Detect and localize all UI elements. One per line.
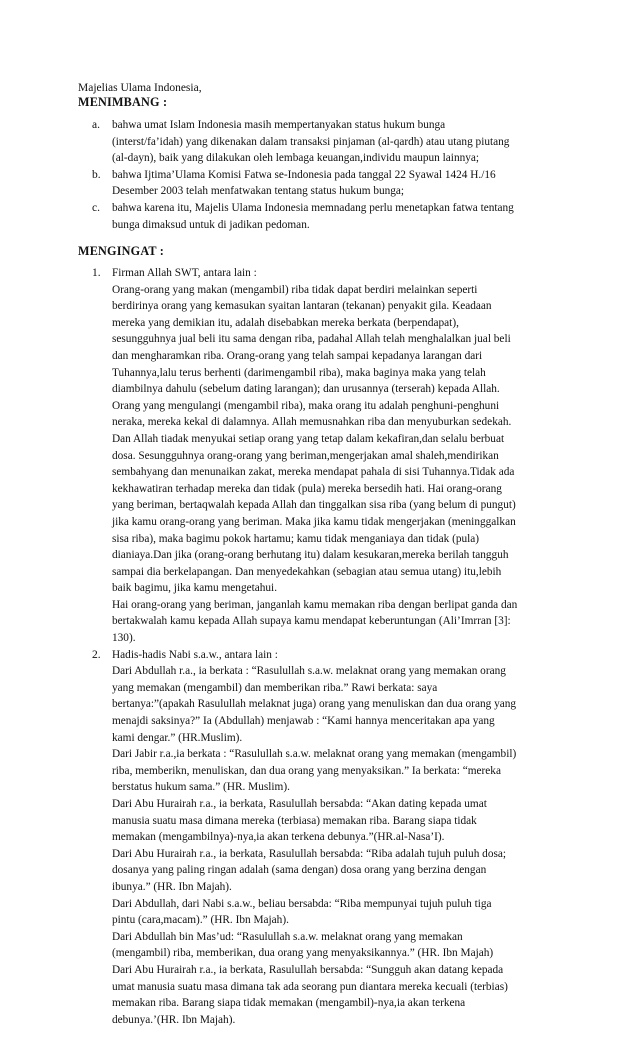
item-text: [112, 200, 514, 233]
text-line: yang beriman, bertaqwalah kepada Allah dan tinggalkan sisa riba (yang belum di pungut): [112, 499, 516, 512]
text-line: ibunya.” (HR. Ibn Majah).: [112, 880, 232, 893]
list-marker: b.: [92, 168, 101, 181]
text-line: yang memakan (mengambil) dan memberikan riba.” Rawi berkata: saya: [112, 681, 438, 694]
text-line: bahwa karena itu, Majelis Ulama Indonesia memnadang perlu menetapkan fatwa tentang: [112, 201, 514, 214]
menimbang-heading: MENIMBANG :: [78, 95, 168, 109]
text-line: bahwa Ijtima’Ulama Komisi Fatwa se-Indonesia pada tanggal 22 Syawal 1424 H./16: [112, 168, 496, 181]
list-marker: c.: [92, 201, 100, 214]
text-line: 130).: [112, 632, 136, 645]
text-line: memakan (mengambilnya)-nya,ia akan terkena debunya.”(HR.al-Nasa’I).: [112, 831, 445, 844]
text-line: bunga dimaksud untuk di jadikan pedoman.: [112, 218, 310, 231]
list-marker: a.: [92, 119, 100, 131]
mengingat-list: [92, 265, 517, 1028]
text-line: jika kamu orang-orang yang beriman. Maka jika kamu tidak mengerjakan (meninggalkan: [112, 515, 516, 528]
menimbang-item: [92, 167, 514, 200]
text-line: Hai orang-orang yang beriman, janganlah kamu memakan riba dengan berlipat ganda dan: [112, 598, 518, 611]
text-line: Dari Abdullah bin Mas’ud: “Rasulullah s.a.w. melaknat orang yang memakan: [112, 930, 463, 943]
text-line: (al-dayn), baik yang dilakukan oleh lembaga keuangan,individu maupun lainnya;: [112, 152, 480, 165]
menimbang-item: [92, 117, 514, 167]
text-line: Dari Jabir r.a.,ia berkata : “Rasulullah s.a.w. melaknat orang yang memakan (mengambil): [112, 748, 517, 761]
text-line: dianiaya.Dan jika (orang-orang berhutang itu) dalam kesukaran,mereka berilah tangguh: [112, 549, 509, 562]
text-line: manusia suatu masa dimana mereka (terbiasa) memakan riba. Barang siapa tidak: [112, 814, 477, 827]
list-marker: 1.: [92, 267, 101, 279]
list-marker: 2.: [92, 648, 101, 661]
text-line: kekhawatiran terhadap mereka dan tidak (pula) mereka bersedih hati. Hai orang-orang: [112, 482, 502, 495]
text-line: sesungguhnya jual beli itu sama dengan riba, padahal Allah telah menghalalkan jual beli: [112, 333, 511, 346]
text-line: neraka, mereka kekal di dalamnya. Allah memusnahkan riba dan menyuburkan sedekah.: [112, 416, 512, 429]
text-line: Orang-orang yang makan (mengambil) riba tidak dapat berdiri melainkan seperti: [112, 283, 478, 296]
text-line: umat manusia suatu masa dimana tak ada seorang pun diantara mereka kecuali (terbias): [112, 980, 508, 993]
text-line: kami dengar.” (HR.Muslim).: [112, 731, 243, 744]
text-line: Hadis-hadis Nabi s.a.w., antara lain :: [112, 648, 278, 661]
text-line: (interst/fa’idah) yang dikenakan dalam transaksi pinjaman (al-qardh) atau utang piutang: [112, 135, 510, 148]
text-line: Firman Allah SWT, antara lain :: [112, 267, 257, 279]
text-line: Orang yang mengulangi (mengambil riba), maka orang itu adalah penghuni-penghuni: [112, 399, 500, 412]
text-line: Dari Abu Hurairah r.a., ia berkata, Rasulullah bersabda: “Sungguh akan datang kepada: [112, 963, 504, 976]
text-line: Dari Abdullah, dari Nabi s.a.w., beliau bersabda: “Riba mempunyai tujuh puluh tiga: [112, 897, 492, 910]
item-text: [112, 265, 517, 647]
text-line: sembahyang dan menunaikan zakat, mereka mendapat pahala di sisi Tuhannya.Tidak ada: [112, 466, 515, 479]
text-line: mereka yang demikian itu, adalah disebabkan mereka berkata (berpendapat),: [112, 316, 459, 329]
organization-line: Majelias Ulama Indonesia,: [78, 82, 202, 94]
mengingat-heading: MENGINGAT :: [78, 244, 165, 258]
text-line: dosa. Sesungguhnya orang-orang yang beriman,mengerjakan amal shaleh,mendirikan: [112, 449, 499, 462]
menimbang-item: [92, 200, 514, 233]
text-line: berdirinya orang yang kemasukan syaitan lantaran (tekanan) penyakit gila. Keadaan: [112, 300, 492, 313]
text-line: (mengambil) riba, memberikan, dua orang yang menyaksikannya.” (HR. Ibn Majah): [112, 947, 494, 960]
text-line: debunya.’(HR. Ibn Majah).: [112, 1013, 236, 1026]
mengingat-item: [92, 647, 517, 1029]
text-line: memakan riba. Barang siapa tidak memakan (mengambil)-nya,ia akan terkena: [112, 997, 466, 1010]
item-text: [112, 117, 514, 167]
text-line: Dan Allah tiadak menyukai setiap orang yang tetap dalam kekafiran,dan selalu berbuat: [112, 432, 505, 445]
text-line: bahwa umat Islam Indonesia masih mempertanyakan status hukum bunga: [112, 119, 446, 131]
text-line: berstatus hukum sama.” (HR. Muslim).: [112, 781, 290, 794]
text-line: Dari Abu Hurairah r.a., ia berkata, Rasulullah bersabda: “Akan dating kepada umat: [112, 798, 487, 810]
text-line: bertakwalah kamu kepada Allah supaya kamu mendapat keberuntungan (Ali’Imrran [3]:: [112, 615, 511, 628]
text-line: riba, memberikn, menuliskan, dan dua orang yang menyaksikan.” Ia berkata: “mereka: [112, 764, 501, 777]
text-line: sisa riba), maka bagimu pokok hartamu; kamu tidak menganiaya dan tidak (pula): [112, 532, 480, 545]
text-line: pintu (cara,macam).” (HR. Ibn Majah).: [112, 914, 289, 927]
text-line: diambilnya dahulu (sebelum dating larangan); dan urusannya (terserah) kepada Allah.: [112, 383, 500, 396]
item-text: [112, 167, 514, 200]
menimbang-list: [92, 117, 514, 233]
text-line: sampai dia berkelapangan. Dan menyedekahkan (sebagian atau semua utang) itu,lebih: [112, 565, 502, 578]
text-line: Dari Abdullah r.a., ia berkata : “Rasulullah s.a.w. melaknat orang yang memakan orang: [112, 665, 506, 678]
text-line: dosanya yang paling ringan adalah (sama dengan) dosa orang yang berzina dengan: [112, 864, 487, 877]
text-line: Desember 2003 telah menfatwakan tentang status hukum bunga;: [112, 185, 405, 198]
text-line: baik bagimu, jika kamu mengetahui.: [112, 582, 278, 595]
text-line: dan mengharamkan riba. Orang-orang yang telah sampai kepadanya larangan dari: [112, 349, 483, 362]
text-line: Dari Abu Hurairah r.a., ia berkata, Rasulullah bersabda: “Riba adalah tujuh puluh dosa;: [112, 847, 507, 860]
mengingat-item: [92, 265, 517, 647]
item-text: [112, 647, 517, 1029]
text-line: bertanya:”(apakah Rasulullah melaknat juga) orang yang menuliskan dan dua orang yang: [112, 698, 517, 711]
text-line: menajdi saksinya?” Ia (Abdullah) menjawab : “Kami hannya menceritakan apa yang: [112, 715, 495, 728]
text-line: Tuhannya,lalu terus berhenti (darimengambil riba), maka baginya maka yang telah: [112, 366, 486, 379]
